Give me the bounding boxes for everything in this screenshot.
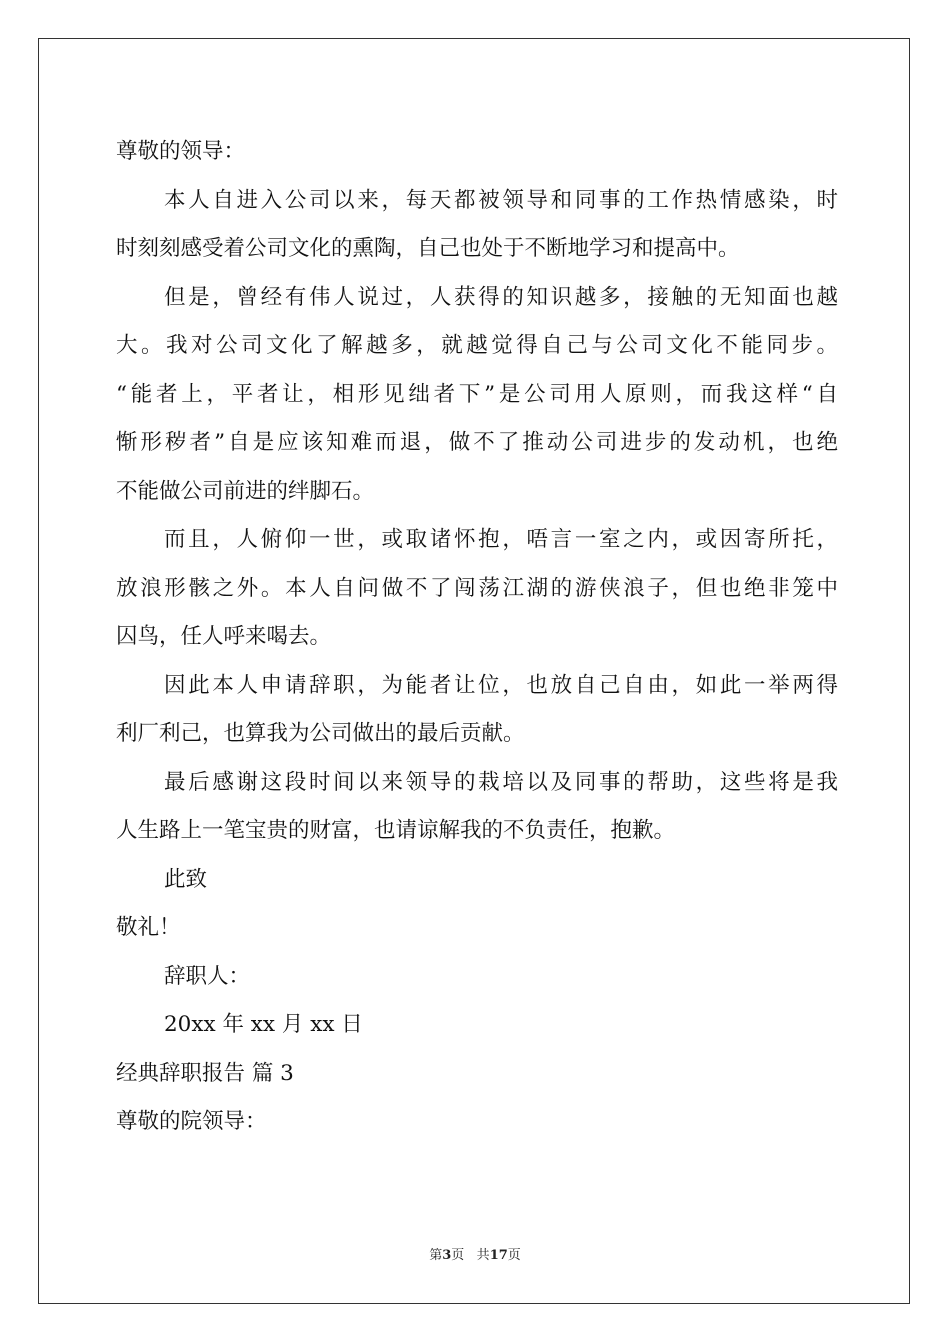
paragraph-2-line-2: 大。我对公司文化了解越多，就越觉得自己与公司文化不能同步。 [116, 333, 838, 358]
page-footer [0, 1247, 950, 1265]
salutation-2: 尊敬的院领导： [116, 1109, 267, 1134]
signature-date: 20xx 年 xx 月 xx 日 [164, 1012, 363, 1037]
page-prefix: 第 [429, 1248, 443, 1263]
paragraph-2-line-3: “能者上，平者让，相形见绌者下”是公司用人原则，而我这样“自 [116, 381, 838, 407]
paragraph-5-line-2: 人生路上一笔宝贵的财富，也请谅解我的不负责任，抱歉。 [116, 818, 676, 843]
closing-jingli: 敬礼！ [116, 915, 181, 940]
paragraph-2-line-1: 但是，曾经有伟人说过，人获得的知识越多，接触的无知面也越 [164, 284, 838, 310]
paragraph-2-line-4: 惭形秽者”自是应该知难而退，做不了推动公司进步的发动机，也绝 [116, 430, 838, 455]
page-suffix: 页 [451, 1248, 465, 1263]
paragraph-2-line-5: 不能做公司前进的绊脚石。 [116, 478, 375, 504]
paragraph-3-line-1: 而且，人俯仰一世，或取诸怀抱，唔言一室之内，或因寄所托， [164, 527, 838, 552]
page-number: 3 [442, 1248, 452, 1263]
document-body [116, 128, 838, 1147]
total-suffix: 页 [507, 1248, 521, 1263]
paragraph-3-line-3: 囚鸟，任人呼来喝去。 [116, 624, 332, 649]
paragraph-4-line-2: 利厂利己，也算我为公司做出的最后贡献。 [116, 721, 525, 746]
total-pages: 17 [489, 1248, 508, 1263]
paragraph-5-line-1: 最后感谢这段时间以来领导的栽培以及同事的帮助，这些将是我 [164, 769, 838, 795]
paragraph-4-line-1: 因此本人申请辞职，为能者让位，也放自己自由，如此一举两得 [164, 672, 838, 698]
paragraph-1-line-1: 本人自进入公司以来，每天都被领导和同事的工作热情感染，时 [164, 187, 838, 213]
total-prefix: 共 [476, 1248, 490, 1263]
signature-label: 辞职人： [164, 963, 251, 989]
closing-cizhi: 此致 [164, 866, 208, 892]
paragraph-1-line-2: 时刻刻感受着公司文化的熏陶，自己也处于不断地学习和提高中。 [116, 236, 740, 261]
section-heading: 经典辞职报告 篇 3 [116, 1060, 294, 1086]
salutation: 尊敬的领导： [116, 139, 246, 164]
paragraph-3-line-2: 放浪形骸之外。本人自问做不了闯荡江湖的游侠浪子，但也绝非笼中 [116, 575, 838, 601]
